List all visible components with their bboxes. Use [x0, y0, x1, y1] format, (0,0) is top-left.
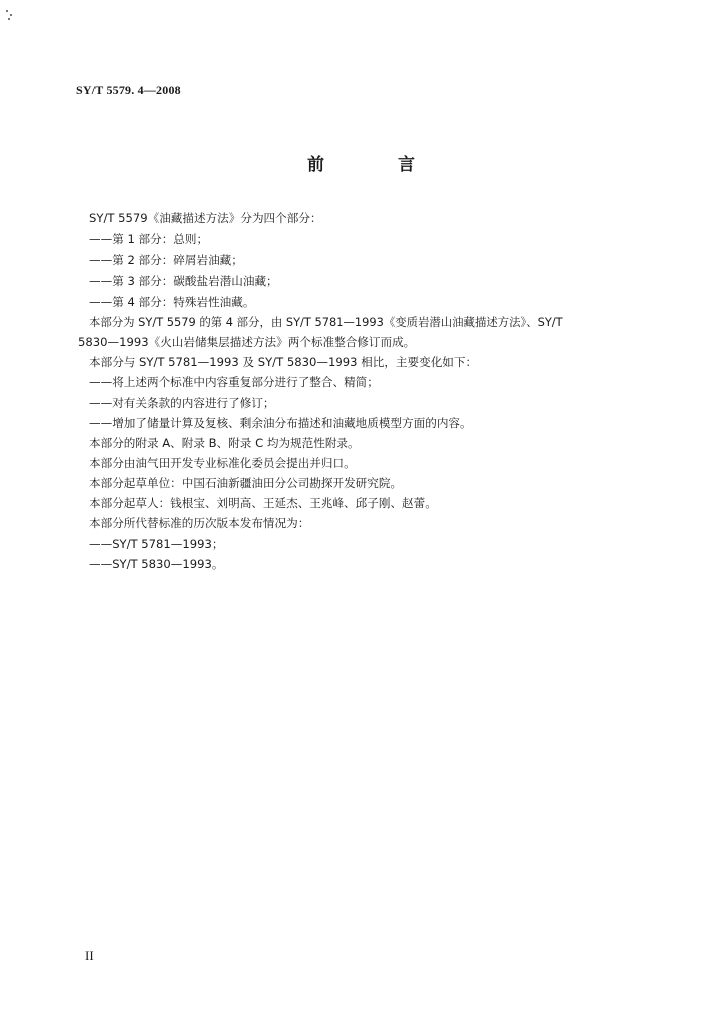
page-number: II — [85, 948, 94, 963]
paragraph-line: 5830—1993《火山岩储集层描述方法》两个标准整合修订而成。 — [78, 335, 416, 349]
paragraph-line: 本部分所代替标准的历次版本发布情况为： — [89, 516, 310, 530]
paragraph-line: 本部分的附录 A、附录 B、附录 C 均为规范性附录。 — [89, 436, 360, 450]
paragraph-line: 本部分起草单位：中国石油新疆油田分公司勘探开发研究院。 — [89, 476, 403, 490]
paragraph-line: SY/T 5579《油藏描述方法》分为四个部分： — [89, 211, 322, 225]
list-item: ——第 4 部分：特殊岩性油藏。 — [89, 295, 255, 309]
list-item: ——SY/T 5781—1993； — [89, 537, 224, 551]
list-item: ——对有关条款的内容进行了修订； — [89, 396, 275, 410]
paragraph-line: 本部分由油气田开发专业标准化委员会提出并归口。 — [89, 456, 356, 470]
list-item: ——SY/T 5830—1993。 — [89, 557, 224, 571]
list-item: ——增加了储量计算及复核、剩余油分布描述和油藏地质模型方面的内容。 — [89, 416, 472, 430]
standard-id: SY/T 5579. 4—2008 — [76, 83, 181, 97]
paragraph-line: 本部分起草人：钱根宝、刘明高、王延杰、王兆峰、邱子刚、赵蕾。 — [89, 496, 437, 510]
list-item: ——第 2 部分：碎屑岩油藏； — [89, 253, 243, 267]
paragraph-line: 本部分为 SY/T 5579 的第 4 部分，由 SY/T 5781—1993《变质岩潜山油藏描述方法》、SY/T — [89, 315, 563, 329]
paragraph-line: 本部分与 SY/T 5781—1993 及 SY/T 5830—1993 相比，主要变化如下： — [89, 355, 478, 369]
scan-speck — [6, 10, 14, 20]
list-item: ——第 3 部分：碳酸盐岩潜山油藏； — [89, 274, 278, 288]
list-item: ——将上述两个标准中内容重复部分进行了整合、精简； — [89, 375, 379, 389]
page-title: 前 言 — [307, 155, 449, 175]
list-item: ——第 1 部分：总则； — [89, 232, 209, 246]
